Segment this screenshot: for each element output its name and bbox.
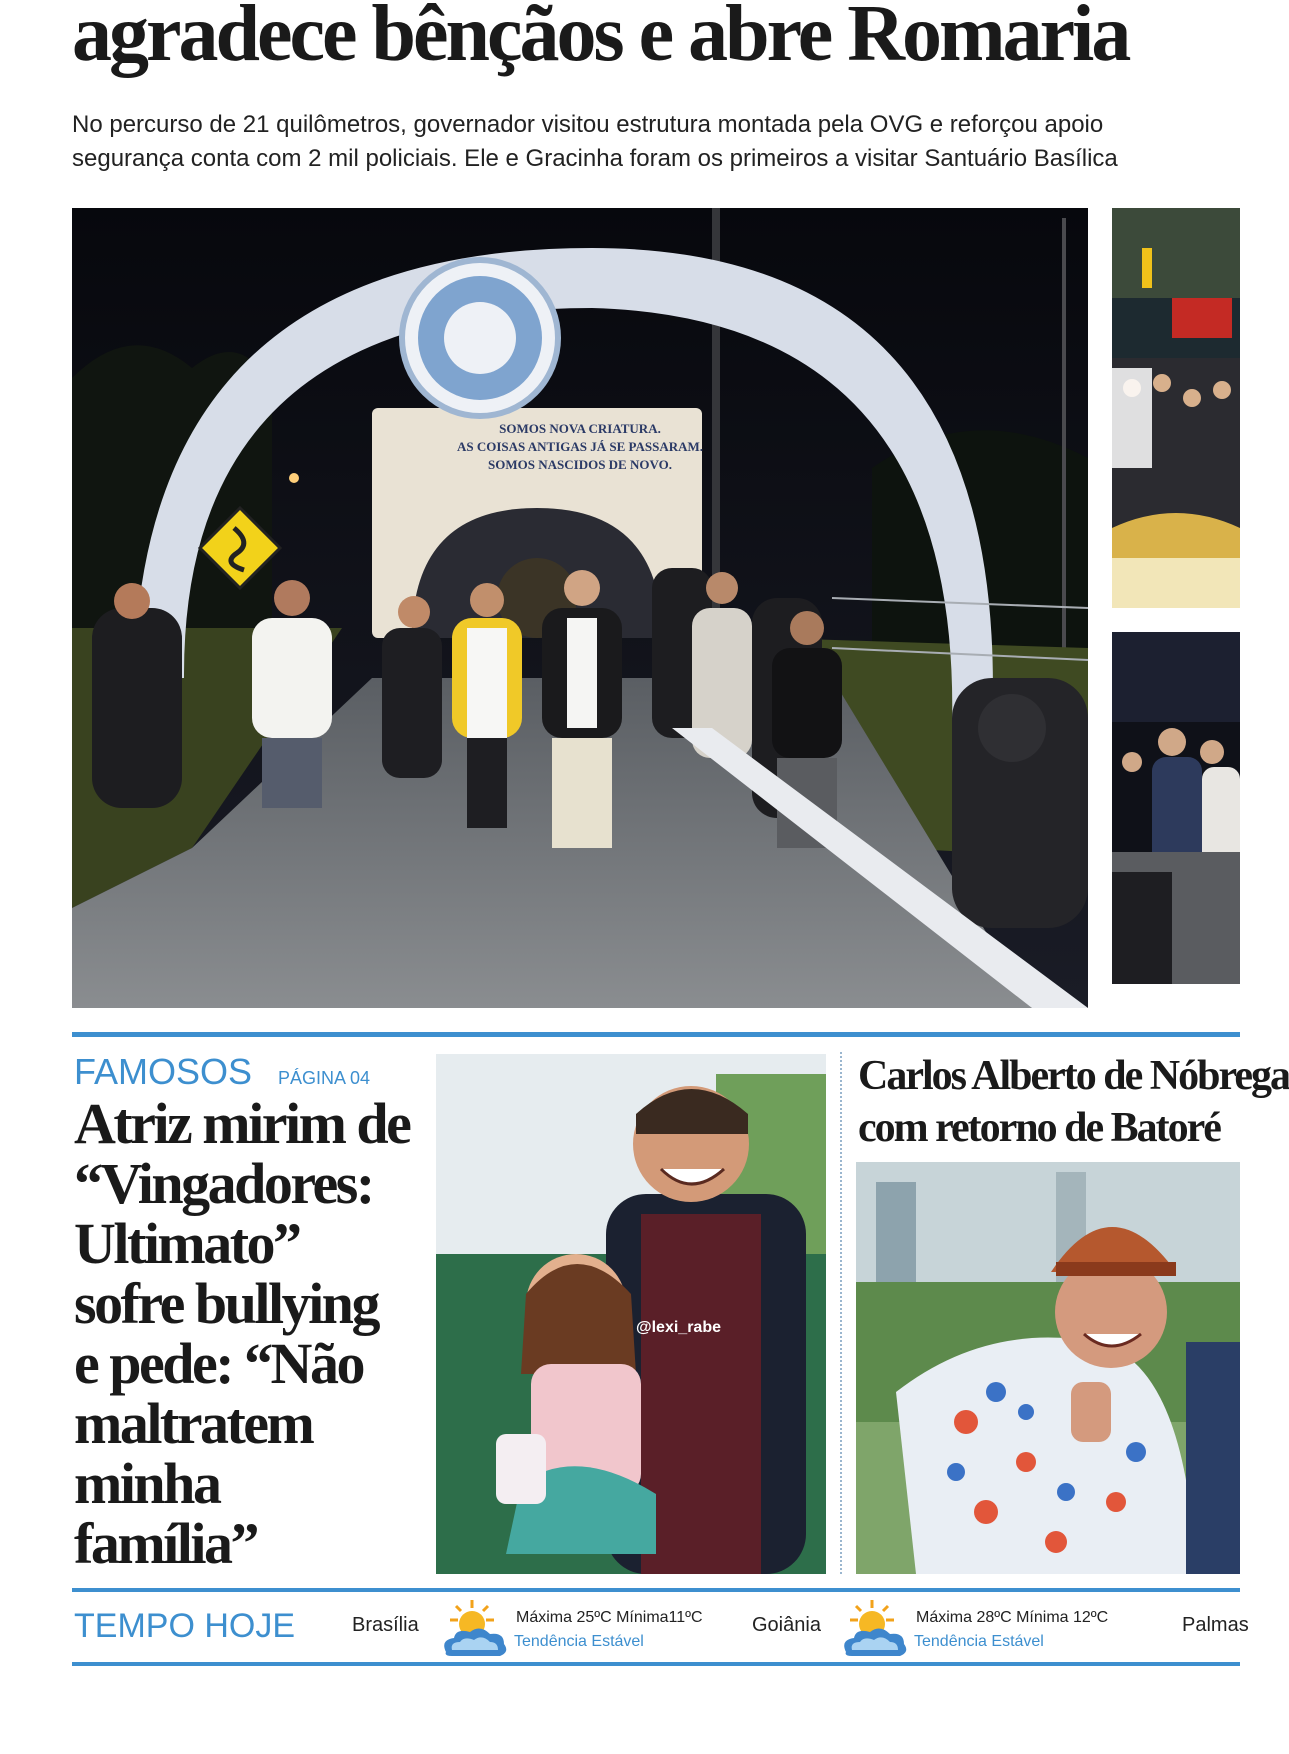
sun-cloud-icon-graphic bbox=[436, 1598, 514, 1662]
title-line: sofre bullying bbox=[74, 1271, 378, 1336]
deck-line-1: No percurso de 21 quilômetros, governador visitou estrutura montada pela OVG e reforçou apoio bbox=[72, 111, 1104, 138]
headline-deck bbox=[72, 108, 1240, 178]
weather-rule-bottom bbox=[72, 1662, 1240, 1666]
section-label-famosos: FAMOSOS bbox=[74, 1051, 253, 1092]
title-line: com retorno de Batoré bbox=[858, 1105, 1220, 1151]
arch-banner-line-1: SOMOS NOVA CRIATURA. bbox=[499, 421, 661, 436]
title-line: Carlos Alberto de Nóbrega bbox=[858, 1053, 1289, 1099]
arch-banner-line-3: SOMOS NASCIDOS DE NOVO. bbox=[488, 457, 672, 472]
weather-city-goiania: Goiânia bbox=[752, 1614, 821, 1636]
weather-city-palmas: Palmas bbox=[1182, 1614, 1249, 1636]
title-line: e pede: “Não bbox=[74, 1331, 363, 1396]
sun-cloud-icon-graphic bbox=[836, 1598, 914, 1662]
title-line: Ultimato” bbox=[74, 1211, 300, 1276]
side-photo-crowd bbox=[1112, 632, 1240, 984]
batore-photo-illustration bbox=[856, 1162, 1240, 1574]
romaria-photo-illustration bbox=[72, 208, 1088, 1008]
carlos-story-title bbox=[858, 1050, 1289, 1160]
weather-trend-goiania: Tendência Estável bbox=[914, 1633, 1044, 1650]
crowd-photo-illustration bbox=[1112, 632, 1240, 984]
main-headline: agradece bênçãos e abre Romaria bbox=[72, 0, 1129, 78]
page-reference: PÁGINA 04 bbox=[278, 1068, 371, 1088]
arch-banner-text bbox=[430, 420, 730, 474]
title-line: “Vingadores: bbox=[74, 1151, 373, 1216]
weather-trend-brasilia: Tendência Estável bbox=[514, 1633, 644, 1650]
arch-banner-line-2: AS COISAS ANTIGAS JÁ SE PASSARAM. bbox=[456, 439, 704, 454]
famosos-photo bbox=[436, 1054, 826, 1574]
title-line: família” bbox=[74, 1511, 257, 1576]
side-photo-stage bbox=[1112, 208, 1240, 608]
actor-and-child-photo-illustration bbox=[436, 1054, 826, 1574]
title-line: maltratem bbox=[74, 1391, 313, 1456]
main-photo-romaria bbox=[72, 208, 1088, 1008]
weather-city-brasilia: Brasília bbox=[352, 1614, 419, 1636]
sun-cloud-icon bbox=[836, 1598, 914, 1662]
stage-photo-illustration bbox=[1112, 208, 1240, 608]
title-line: minha bbox=[74, 1451, 220, 1516]
title-line: Atriz mirim de bbox=[74, 1091, 410, 1156]
section-divider-top bbox=[72, 1032, 1240, 1037]
weather-temps-brasilia: Máxima 25ºC Mínima11ºC bbox=[516, 1609, 703, 1626]
weather-rule-top bbox=[72, 1588, 1240, 1592]
carlos-photo bbox=[856, 1162, 1240, 1574]
famosos-story-title bbox=[74, 1091, 424, 1576]
column-separator bbox=[840, 1052, 842, 1574]
weather-section-label: TEMPO HOJE bbox=[74, 1607, 296, 1645]
photo-instagram-tag: @lexi_rabe bbox=[636, 1319, 721, 1336]
weather-temps-goiania: Máxima 28ºC Mínima 12ºC bbox=[916, 1609, 1109, 1626]
deck-line-2: segurança conta com 2 mil policiais. Ele e Gracinha foram os primeiros a visitar Santuário Basílica bbox=[72, 145, 1118, 172]
sun-cloud-icon bbox=[436, 1598, 514, 1662]
